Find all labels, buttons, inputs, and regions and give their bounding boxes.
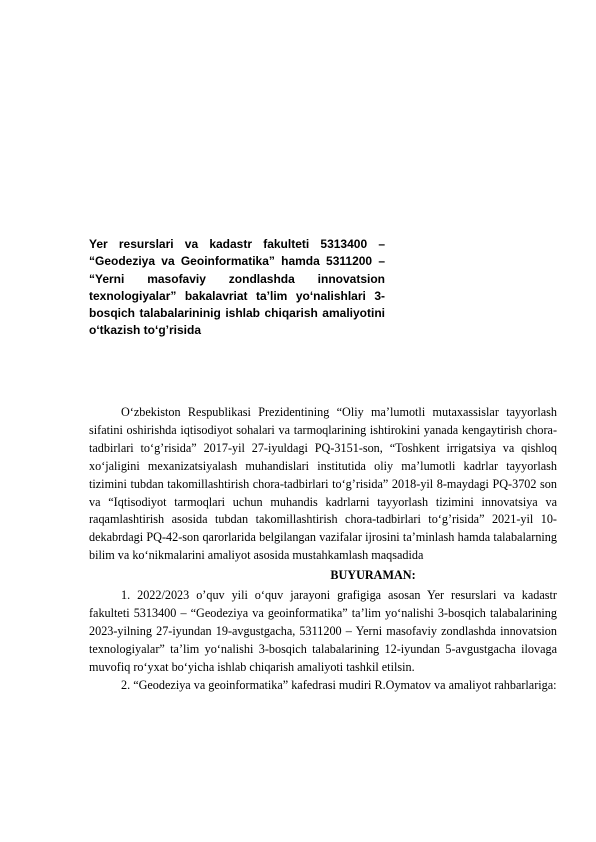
document-body (89, 404, 557, 695)
order-subject-heading: Yer resurslari va kadastr fakulteti 5313400 – “Geodeziya va Geoinformatika” hamda 5311200 – “Yerni masofaviy zondlashda innovatsion texnologiyalar” bakalavriat ta’lim yo‘nalishlari 3-bosqich talabalarininig ishlab chiqarish amaliyotini o‘tkazish to‘g’risida (89, 237, 385, 338)
decree-heading: BUYURAMAN: (330, 568, 416, 583)
order-item-1: 1. 2022/2023 o’quv yili o‘quv jarayoni grafigiga asosan Yer resurslari va kadastr fakulteti 5313400 – “Geodeziya va geoinformatika” ta’lim yo‘nalishi 3-bosqich talabalarining 2023-yilning 27-iyundan 19-avgustgacha, 5311200 – Yerni masofaviy zondlashda innovatsion texnologiyalar” ta’lim yo‘nalishi 3-bosqich talabalarining 12-iyundan 5-avgustgacha ilovaga muvofiq ro‘yxat bo‘yicha ishlab chiqarish amaliyoti tashkil etilsin. (89, 588, 557, 674)
preamble-paragraph: O‘zbekiston Respublikasi Prezidentining “Oliy ma’lumotli mutaxassislar tayyorlash sifatini oshirishda iqtisodiyot sohalari va tarmoqlarining ishtirokini yanada kengaytirish chora-tadbirlari to‘g’risida” 2017-yil 27-iyuldagi PQ-3151-son, “Toshkent irrigatsiya va qishloq xo‘jaligini mexanizatsiyalash muhandislari institutida oliy ma’lumotli kadrlar tayyorlash tizimini tubdan takomillashtirish chora-tadbirlari to‘g’risida” 2018-yil 8-maydagi PQ-3702 son va “Iqtisodiyot tarmoqlari uchun muhandis kadrlarni tayyorlash tizimini innovatsiya va raqamlashtirish asosida tubdan takomillashtirish chora-tadbirlari to‘g’risida” 2021-yil 10-dekabrdagi PQ-42-son qarorlarida belgilangan vazifalar ijrosini ta’minlash hamda talabalarning bilim va ko‘nikmalarini amaliyot asosida mustahkamlash maqsadida (89, 405, 557, 563)
order-item-2: 2. “Geodeziya va geoinformatika” kafedrasi mudiri R.Oymatov va amaliyot rahbarlariga: (121, 677, 557, 692)
